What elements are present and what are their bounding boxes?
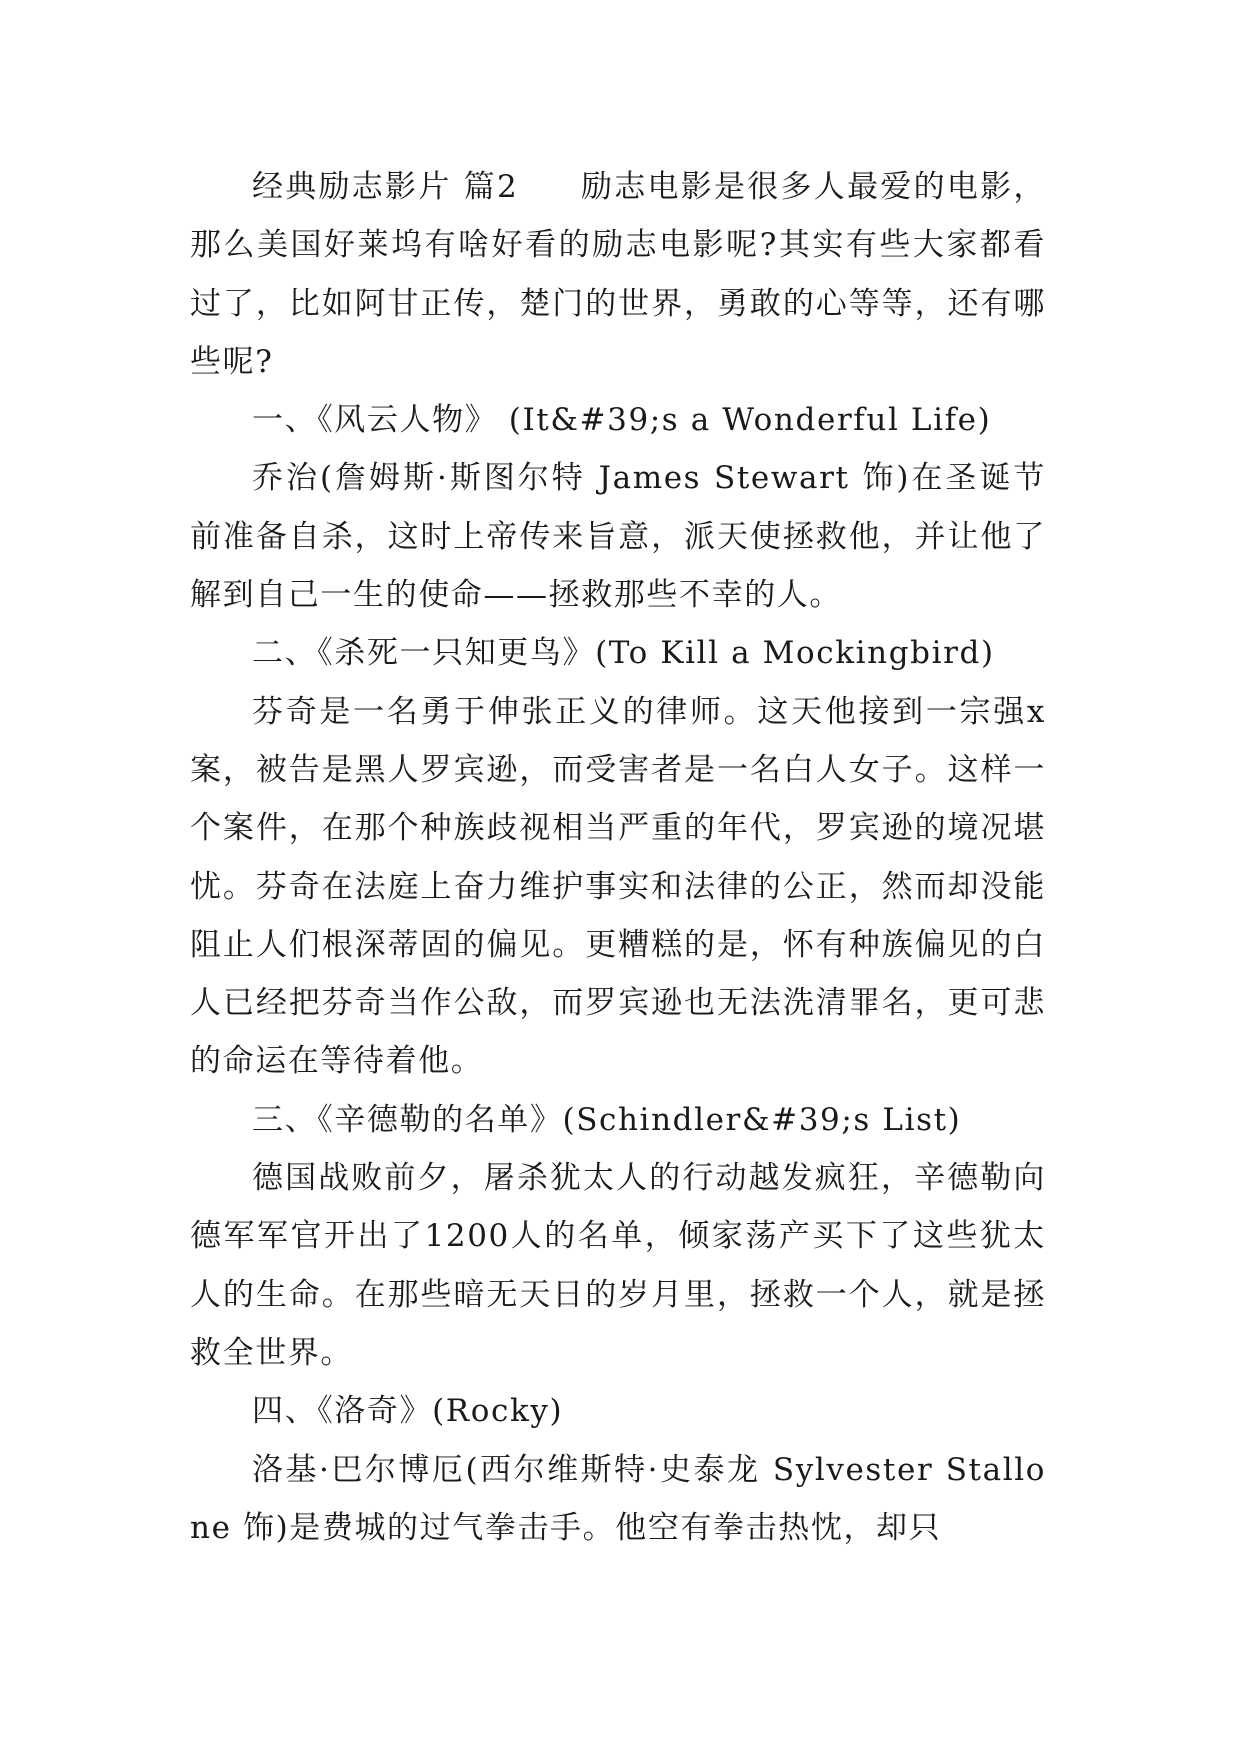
section-heading: 三、《辛德勒的名单》(Schindler&#39;s List) [252,1101,962,1138]
intro-text: 励志电影是很多人最爱的电影，那么美国好莱坞有啥好看的励志电影呢?其实有些大家都看过了，比如阿甘正传，楚门的世界，勇敢的心等等，还有哪些呢? [190,169,1046,380]
section-body: 德国战败前夕，屠杀犹太人的行动越发疯狂，辛德勒向德军军官开出了1200人的名单，倾家荡产买下了这些犹太人的生命。在那些暗无天日的岁月里，拯救一个人，就是拯救全世界。 [190,1160,1046,1371]
section-heading: 一、《风云人物》 (It&#39;s a Wonderful Life) [252,402,992,439]
section-body: 芬奇是一名勇于伸张正义的律师。这天他接到一宗强x案，被告是黑人罗宾逊，而受害者是一名白人女子。这样一个案件，在那个种族歧视相当严重的年代，罗宾逊的境况堪忧。芬奇在法庭上奋力维护事实和法律的公正，然而却没能阻止人们根深蒂固的偏见。更糟糕的是，怀有种族偏见的白人已经把芬奇当作公敌，而罗宾逊也无法洗清罪名，更可悲的命运在等待着他。 [190,693,1046,1080]
section-heading: 二、《杀死一只知更鸟》(To Kill a Mockingbird) [252,635,995,672]
intro-paragraph [190,158,1046,391]
document-page [190,158,1046,1557]
section-body: 乔治(詹姆斯·斯图尔特 James Stewart 饰)在圣诞节前准备自杀，这时上帝传来旨意，派天使拯救他，并让他了解到自己一生的使命——拯救那些不幸的人。 [190,460,1046,614]
section-body: 洛基·巴尔博厄(西尔维斯特·史泰龙 Sylvester Stallone 饰)是费城的过气拳击手。他空有拳击热忱，却只 [190,1451,1046,1546]
article-title: 经典励志影片 篇2 [252,169,519,205]
section-heading: 四、《洛奇》(Rocky) [252,1393,564,1430]
